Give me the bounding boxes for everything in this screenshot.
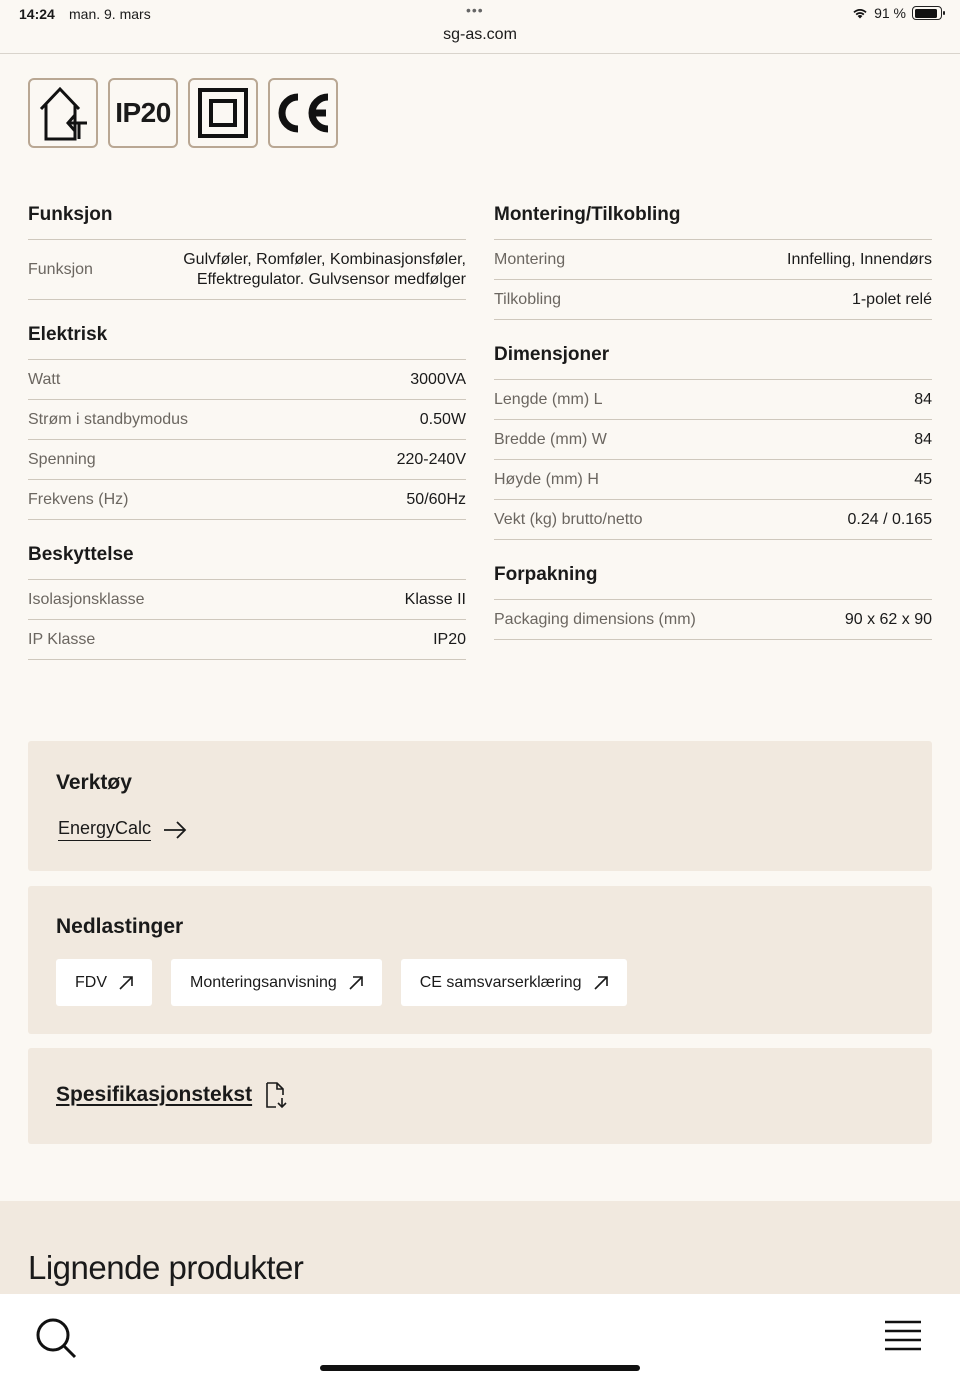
download-label: Monteringsanvisning	[190, 973, 337, 991]
external-link-icon	[594, 976, 608, 990]
download-label: CE samsvarserklæring	[419, 973, 582, 991]
spec-row	[494, 460, 932, 500]
home-indicator	[320, 1365, 640, 1371]
spec-value: 50/60Hz	[406, 490, 466, 508]
spec-row	[28, 620, 466, 660]
spec-value: 90 x 62 x 90	[844, 610, 932, 628]
spec-column-left	[28, 200, 466, 680]
spec-value: Klasse II	[404, 590, 466, 608]
spec-value: 1-polet relé	[851, 290, 932, 308]
spec-value	[183, 250, 466, 290]
tools-panel	[28, 741, 932, 871]
spec-key: IP Klasse	[28, 630, 96, 648]
group-title: Funksjon	[28, 200, 466, 240]
spec-value: 84	[914, 430, 932, 448]
battery-percent: 91 %	[874, 5, 906, 21]
spec-row	[28, 480, 466, 520]
similar-products-section	[0, 1201, 960, 1301]
spec-row	[494, 240, 932, 280]
indoor-use-icon	[28, 78, 98, 148]
spec-row	[28, 440, 466, 480]
group-title: Dimensjoner	[494, 340, 932, 380]
spec-row	[494, 380, 932, 420]
spec-value-line: Gulvføler, Romføler, Kombinasjonsføler,	[183, 250, 466, 268]
spec-group-dimensjoner	[494, 340, 932, 540]
spec-row	[28, 400, 466, 440]
status-time: 14:24	[19, 6, 55, 22]
spec-text-link[interactable]	[56, 1081, 288, 1109]
spec-value: 0.24 / 0.165	[847, 510, 932, 528]
spec-value: 220-240V	[396, 450, 466, 468]
spec-key: Watt	[28, 370, 61, 388]
spec-text-label[interactable]: Spesifikasjonstekst	[56, 1083, 253, 1106]
spec-key: Strøm i standbymodus	[28, 410, 189, 428]
spec-key: Montering	[494, 250, 566, 268]
spec-key: Tilkobling	[494, 290, 561, 308]
spec-key: Høyde (mm) H	[494, 470, 599, 488]
spec-key: Spenning	[28, 450, 96, 468]
downloads-title: Nedlastinger	[56, 915, 184, 938]
ip-rating-badge: IP20	[108, 78, 178, 148]
spec-key: Packaging dimensions (mm)	[494, 610, 696, 628]
spec-row	[494, 280, 932, 320]
spec-key: Lengde (mm) L	[494, 390, 603, 408]
spec-value: 0.50W	[419, 410, 466, 428]
spec-value: IP20	[433, 630, 466, 648]
similar-products-title: Lignende produkter	[28, 1249, 304, 1286]
spec-value: 84	[914, 390, 932, 408]
energycalc-label[interactable]: EnergyCalc	[58, 818, 151, 841]
spec-value-line: Effektregulator. Gulvsensor medfølger	[196, 270, 466, 288]
document-download-icon	[264, 1081, 288, 1109]
certification-icons	[28, 78, 338, 148]
spec-group-beskyttelse	[28, 540, 466, 660]
download-ce-button[interactable]	[401, 959, 627, 1006]
multitasking-dots-icon[interactable]: •••	[466, 2, 484, 18]
energycalc-link[interactable]	[58, 818, 187, 841]
class-ii-insulation-icon	[188, 78, 258, 148]
download-label: FDV	[75, 973, 107, 991]
spec-group-montering	[494, 200, 932, 320]
tools-title: Verktøy	[56, 771, 132, 794]
wifi-icon	[852, 7, 868, 19]
spec-group-funksjon	[28, 200, 466, 300]
spec-row	[28, 240, 466, 300]
spec-group-elektrisk	[28, 320, 466, 520]
downloads-panel	[28, 886, 932, 1034]
battery-icon	[912, 6, 942, 20]
arrow-right-icon	[163, 821, 187, 839]
spec-value: Innfelling, Innendørs	[787, 250, 932, 268]
spec-column-right	[494, 200, 932, 660]
external-link-icon	[349, 976, 363, 990]
spec-key: Frekvens (Hz)	[28, 490, 129, 508]
spec-row	[494, 600, 932, 640]
download-monteringsanvisning-button[interactable]	[171, 959, 382, 1006]
spec-row	[494, 500, 932, 540]
menu-icon[interactable]	[884, 1319, 922, 1351]
group-title: Forpakning	[494, 560, 932, 600]
search-icon[interactable]	[34, 1316, 78, 1360]
status-date: man. 9. mars	[69, 6, 151, 22]
spec-row	[494, 420, 932, 460]
spec-value: 3000VA	[410, 370, 466, 388]
spec-key: Bredde (mm) W	[494, 430, 607, 448]
status-indicators	[852, 5, 942, 21]
spec-key: Funksjon	[28, 260, 93, 278]
spec-key: Vekt (kg) brutto/netto	[494, 510, 643, 528]
spec-row	[28, 360, 466, 400]
group-title: Montering/Tilkobling	[494, 200, 932, 240]
bottom-nav-bar	[0, 1294, 960, 1381]
spec-key: Isolasjonsklasse	[28, 590, 145, 608]
status-bar	[0, 0, 960, 54]
external-link-icon	[119, 976, 133, 990]
download-fdv-button[interactable]	[56, 959, 152, 1006]
ce-mark-icon	[268, 78, 338, 148]
download-buttons	[56, 959, 627, 1006]
spec-group-forpakning	[494, 560, 932, 640]
spec-text-panel	[28, 1048, 932, 1144]
group-title: Elektrisk	[28, 320, 466, 360]
spec-value: 45	[914, 470, 932, 488]
address-bar-url[interactable]: sg-as.com	[443, 26, 517, 43]
spec-row	[28, 580, 466, 620]
group-title: Beskyttelse	[28, 540, 466, 580]
